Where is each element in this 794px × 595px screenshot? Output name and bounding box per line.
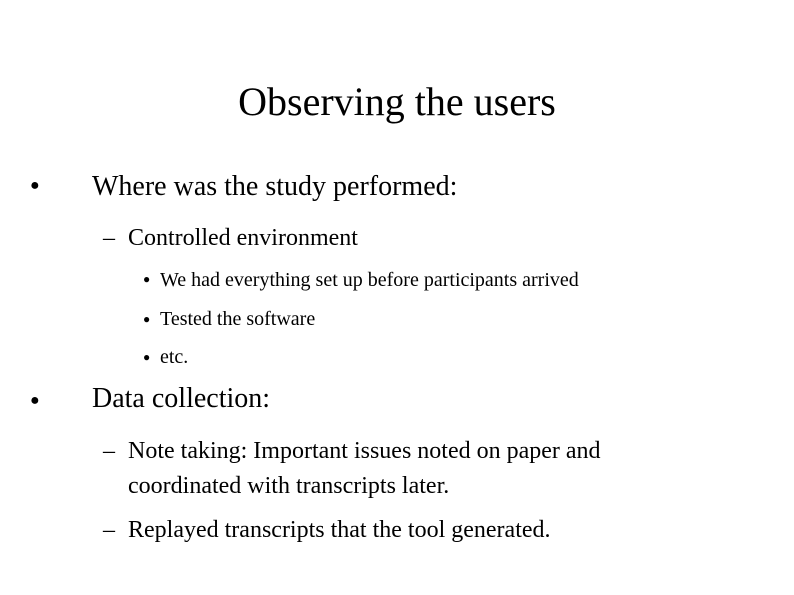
- bullet-dot-icon: ●: [143, 312, 151, 326]
- bullet-dot-icon: ●: [30, 177, 40, 194]
- bullet-dash-icon: –: [103, 517, 115, 543]
- subbullet-replayed-transcripts: Replayed transcripts that the tool generated.: [128, 517, 551, 543]
- bullet-dash-icon: –: [103, 438, 115, 464]
- item-etc: etc.: [160, 346, 189, 368]
- bullet-dot-icon: ●: [30, 392, 40, 409]
- subbullet-controlled-environment: Controlled environment: [128, 225, 358, 251]
- slide-title: Observing the users: [238, 79, 556, 124]
- bullet-dot-icon: ●: [143, 350, 151, 364]
- bullet-dash-icon: –: [103, 225, 115, 251]
- bullet-dot-icon: ●: [143, 272, 151, 286]
- bullet-data-collection: Data collection:: [92, 383, 271, 414]
- item-tested-software: Tested the software: [160, 308, 316, 330]
- subbullet-note-taking-line2: coordinated with transcripts later.: [128, 473, 450, 499]
- subbullet-note-taking-line1: Note taking: Important issues noted on paper and: [128, 438, 601, 464]
- bullet-study-location: Where was the study performed:: [92, 171, 458, 202]
- item-setup-before-arrival: We had everything set up before participants arrived: [160, 269, 579, 291]
